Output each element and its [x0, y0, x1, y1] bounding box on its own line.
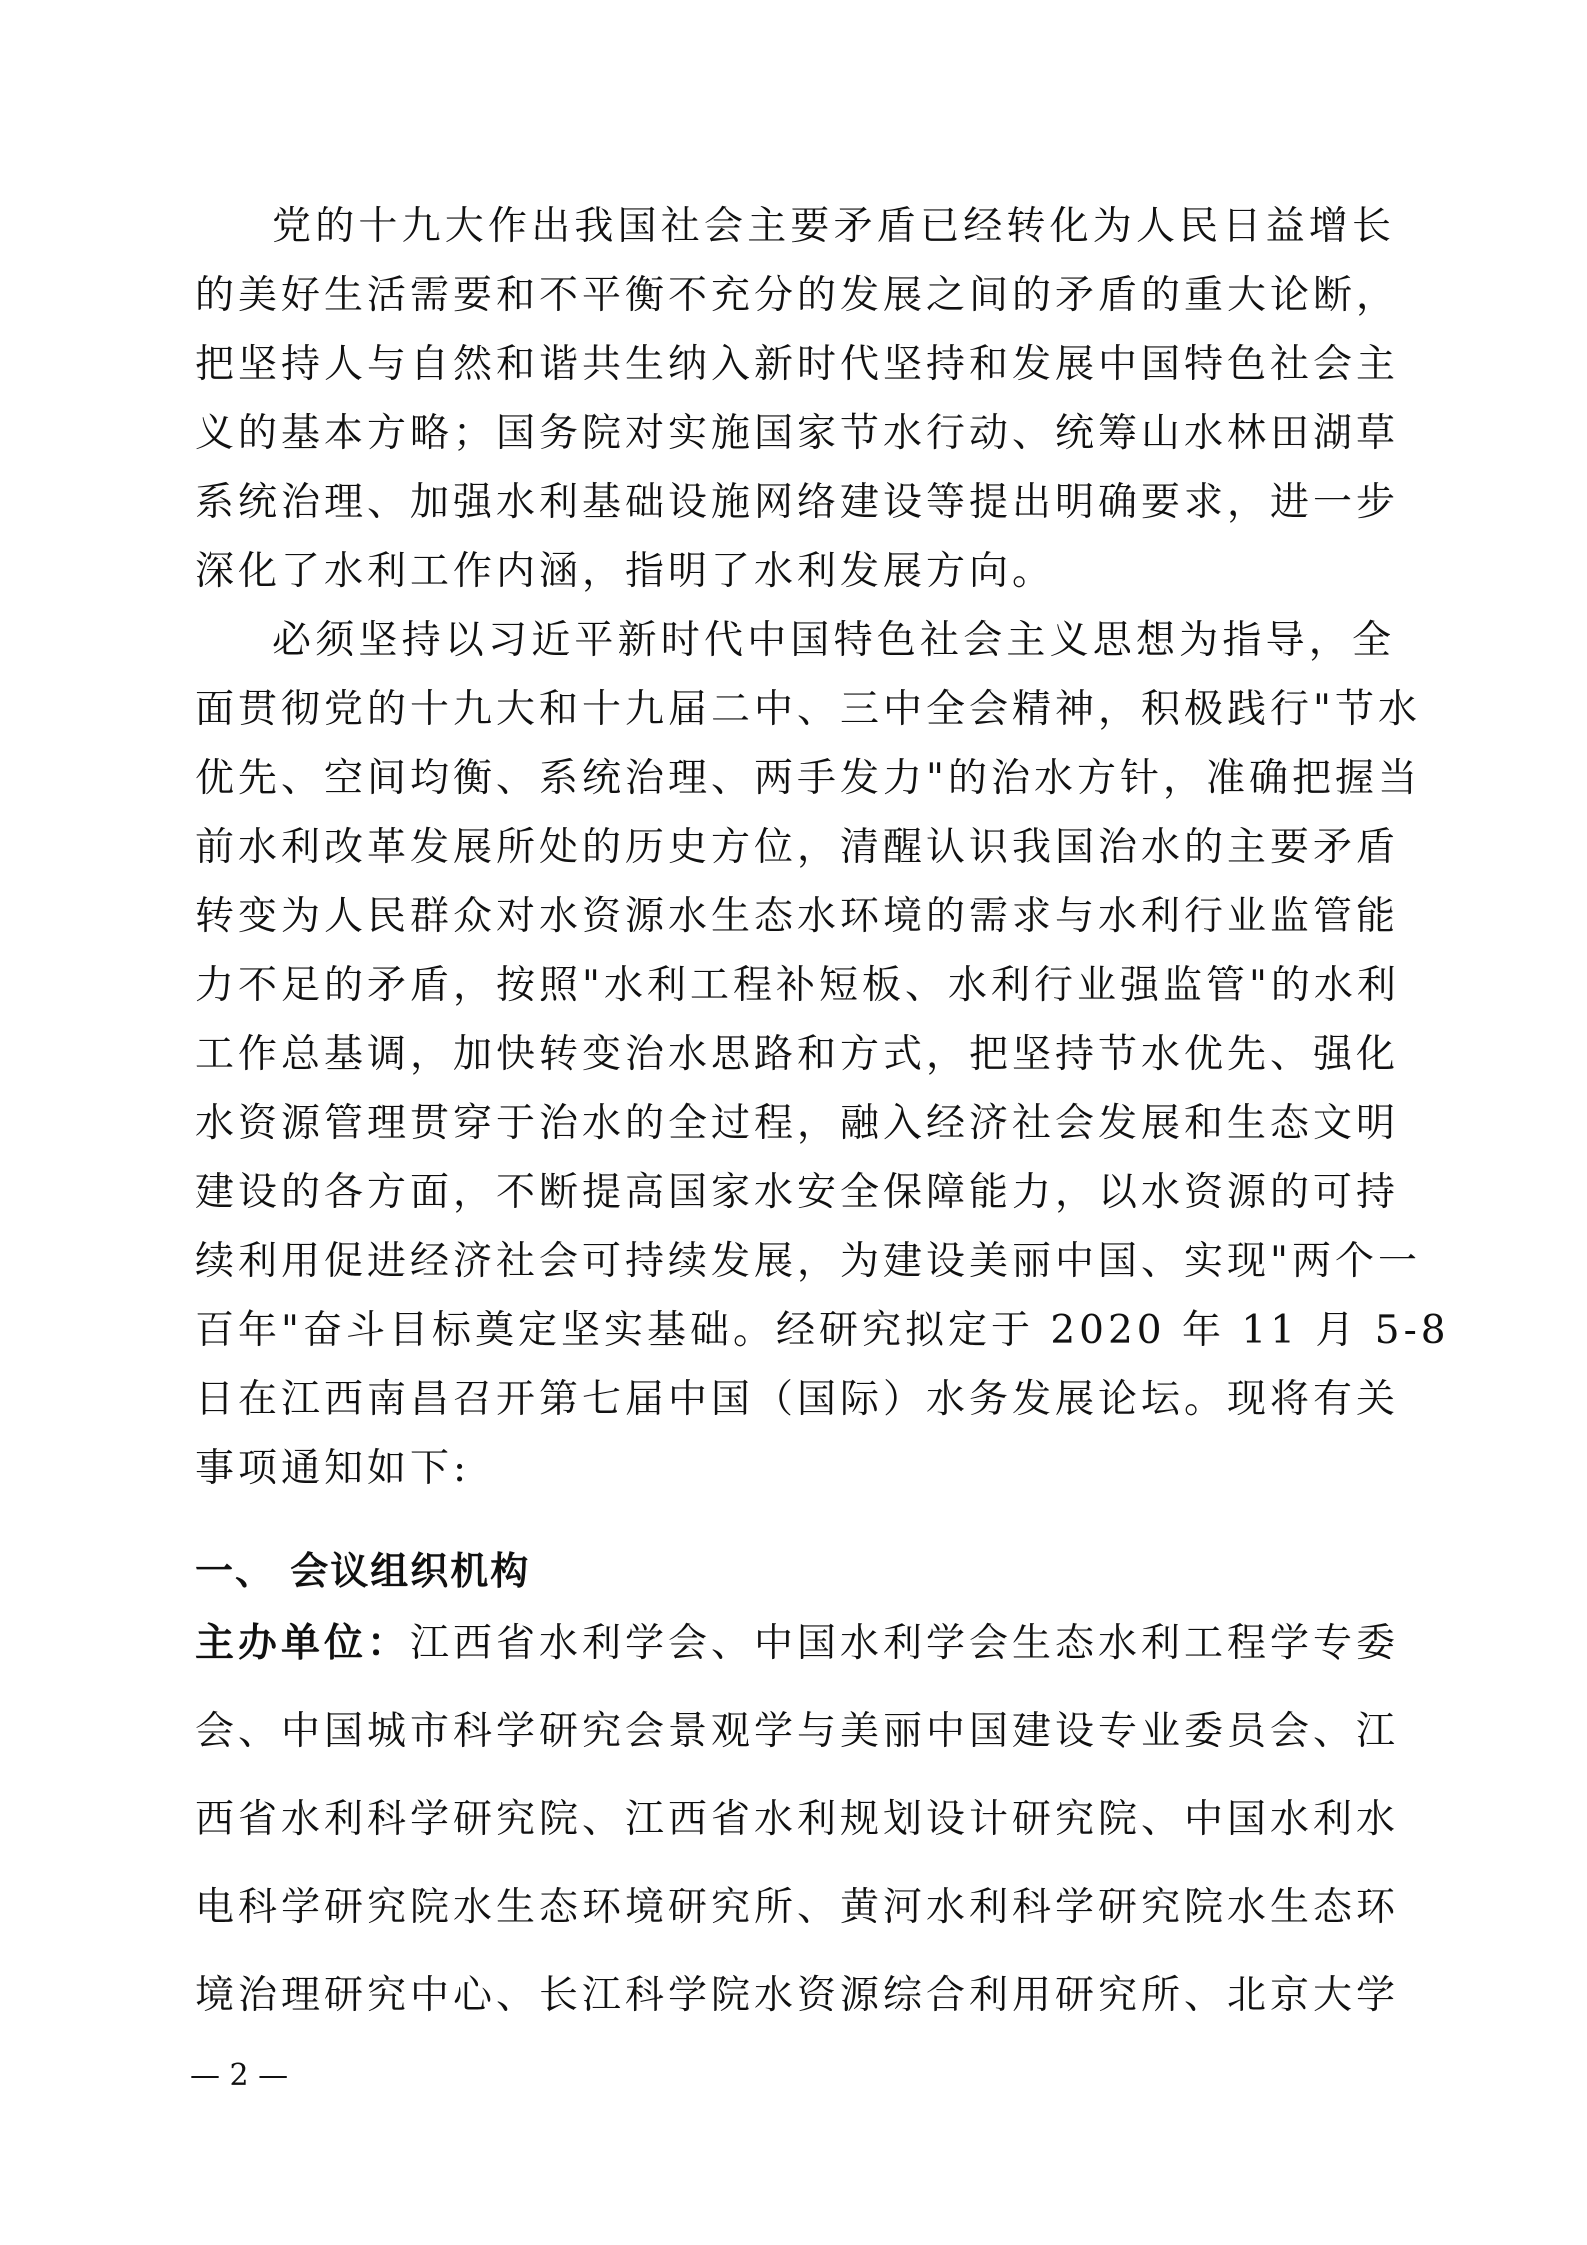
organizer-line-2: 会、中国城市科学研究会景观学与美丽中国建设专业委员会、江	[195, 1709, 1400, 1754]
organizer-line-5: 境治理研究中心、长江科学院水资源综合利用研究所、北京大学	[195, 1973, 1400, 2018]
organizer-line-1	[195, 1614, 1400, 1674]
paragraph-1-line-4: 义的基本方略；国务院对实施国家节水行动、统筹山水林田湖草	[195, 411, 1400, 456]
paragraph-2-line-6: 力不足的矛盾，按照"水利工程补短板、水利行业强监管"的水利	[195, 963, 1400, 1008]
paragraph-2-line-1: 必须坚持以习近平新时代中国特色社会主义思想为指导，全	[272, 618, 1395, 663]
paragraph-2-line-7: 工作总基调，加快转变治水思路和方式，把坚持节水优先、强化	[195, 1032, 1400, 1077]
paragraph-2-line-2: 面贯彻党的十九大和十九届二中、三中全会精神，积极践行"节水	[195, 687, 1421, 732]
paragraph-1-line-1: 党的十九大作出我国社会主要矛盾已经转化为人民日益增长	[272, 204, 1395, 249]
page-number: — 2 —	[190, 2058, 289, 2093]
paragraph-2-line-8: 水资源管理贯穿于治水的全过程，融入经济社会发展和生态文明	[195, 1101, 1400, 1146]
organizer-line-4: 电科学研究院水生态环境研究所、黄河水利科学研究院水生态环	[195, 1885, 1400, 1930]
organizer-line-3: 西省水利科学研究院、江西省水利规划设计研究院、中国水利水	[195, 1797, 1400, 1842]
paragraph-2-line-4: 前水利改革发展所处的历史方位，清醒认识我国治水的主要矛盾	[195, 825, 1400, 870]
paragraph-2-line-3: 优先、空间均衡、系统治理、两手发力"的治水方针，准确把握当	[195, 756, 1421, 801]
paragraph-2-line-9: 建设的各方面，不断提高国家水安全保障能力，以水资源的可持	[195, 1170, 1400, 1215]
paragraph-1-line-2: 的美好生活需要和不平衡不充分的发展之间的矛盾的重大论断，	[195, 273, 1400, 318]
paragraph-2-line-5: 转变为人民群众对水资源水生态水环境的需求与水利行业监管能	[195, 894, 1400, 939]
organizer-text-1: 江西省水利学会、中国水利学会生态水利工程学专委	[410, 1621, 1400, 1666]
paragraph-1-line-5: 系统治理、加强水利基础设施网络建设等提出明确要求，进一步	[195, 480, 1400, 525]
paragraph-1-line-3: 把坚持人与自然和谐共生纳入新时代坚持和发展中国特色社会主	[195, 342, 1400, 387]
paragraph-1-line-6: 深化了水利工作内涵，指明了水利发展方向。	[195, 549, 1056, 594]
paragraph-2-line-10: 续利用促进经济社会可持续发展，为建设美丽中国、实现"两个一	[195, 1239, 1421, 1284]
paragraph-2-line-13: 事项通知如下:	[195, 1446, 471, 1491]
organizer-label: 主办单位：	[195, 1621, 411, 1666]
paragraph-2-line-11: 百年"奋斗目标奠定坚实基础。经研究拟定于 2020 年 11 月 5-8	[195, 1308, 1450, 1353]
paragraph-2-line-12: 日在江西南昌召开第七届中国（国际）水务发展论坛。现将有关	[195, 1377, 1400, 1422]
section-1-heading: 一、 会议组织机构	[195, 1549, 531, 1593]
